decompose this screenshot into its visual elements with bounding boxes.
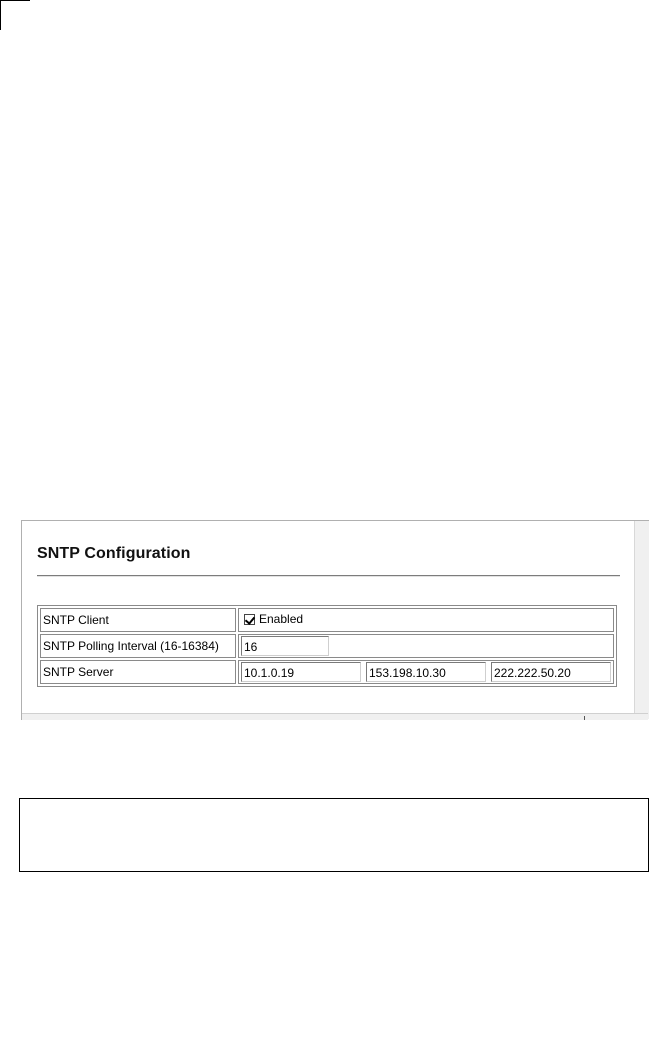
crop-mark [0,0,30,30]
window-edge-bottom [22,713,648,720]
note-box [19,798,649,872]
table-row-sntp-server [40,660,614,684]
sntp-server-3-input[interactable]: 222.222.50.20 [491,662,611,682]
edge-tick [584,716,585,720]
sntp-config-screenshot [21,520,649,720]
window-edge-right [634,521,649,719]
polling-interval-value-cell [238,634,614,658]
sntp-server-1-input[interactable]: 10.1.0.19 [241,662,361,682]
sntp-config-table [37,605,617,687]
table-row-sntp-client [40,608,614,632]
polling-interval-input[interactable]: 16 [241,636,329,656]
sntp-server-label: SNTP Server [40,660,236,684]
page-title: SNTP Configuration [37,545,191,562]
sntp-client-label: SNTP Client [40,608,236,632]
polling-interval-label: SNTP Polling Interval (16-16384) [40,634,236,658]
sntp-client-enabled-label: Enabled [259,612,304,627]
sntp-server-value-cell [238,660,614,684]
sntp-server-2-input[interactable]: 153.198.10.30 [366,662,486,682]
sntp-client-checkbox-group[interactable] [241,612,303,626]
title-divider [37,575,620,576]
sntp-client-value-cell [238,608,614,632]
checkbox-check-icon[interactable] [244,614,255,625]
table-row-polling-interval [40,634,614,658]
